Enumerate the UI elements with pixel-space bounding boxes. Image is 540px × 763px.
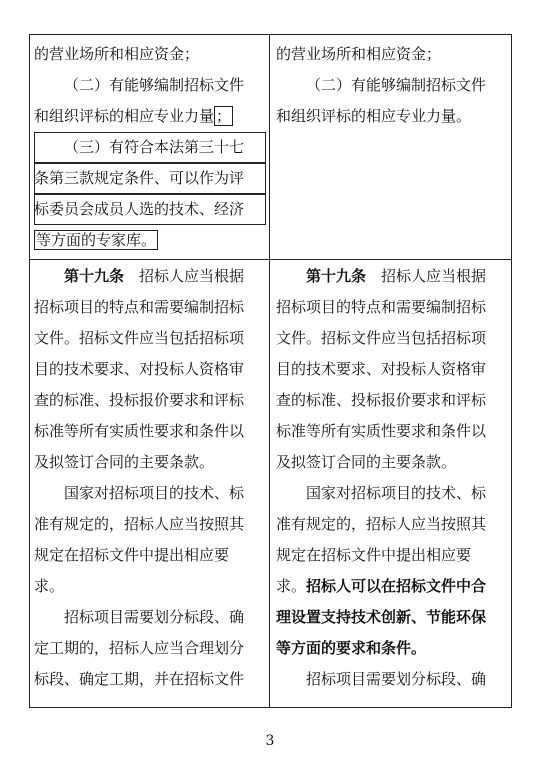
text-line: （二）有能够编制招标文件 — [64, 76, 245, 94]
article-line — [34, 261, 266, 292]
text-line: 定工期的，招标人应当合理划分 — [34, 639, 245, 657]
text-line: 求。 — [34, 577, 65, 595]
text-line: 招标项目需要划分标段、确 — [64, 608, 245, 626]
amended-text: 理设置支持技术创新、节能环保 — [276, 608, 487, 626]
text-line: 规定在招标文件中提出相应要 — [34, 546, 230, 564]
text-line: 目的技术要求、对投标人资格审 — [34, 360, 245, 378]
text-line: 国家对招标项目的技术、标 — [306, 484, 487, 502]
text-line: 及拟签订合同的主要条款。 — [34, 453, 215, 471]
row-divider — [30, 259, 511, 260]
text-line: 标准等所有实质性要求和条件以 — [34, 422, 245, 440]
page-number: 3 — [265, 733, 275, 749]
amended-text: 等方面的要求和条件。 — [276, 639, 427, 657]
text-line: （二）有能够编制招标文件 — [306, 76, 487, 94]
highlight-box: ； — [216, 107, 232, 125]
text-line: 准有规定的，招标人应当按照其 — [276, 515, 487, 533]
text-span: 求。 — [276, 577, 307, 595]
row2-right-cell — [276, 261, 508, 707]
row2-left-cell — [34, 261, 266, 707]
text-line: 文件。招标文件应当包括招标项 — [276, 329, 487, 347]
article-heading: 第十九条 — [306, 267, 367, 285]
text-line: 规定在招标文件中提出相应要 — [276, 546, 472, 564]
text-line: 招标项目的特点和需要编制招标 — [34, 298, 245, 316]
text-line: 招标项目的特点和需要编制招标 — [276, 298, 487, 316]
text-line: 国家对招标项目的技术、标 — [64, 484, 245, 502]
text-span: 招标人应当根据 — [124, 267, 245, 285]
text-line — [34, 101, 266, 132]
text-line: 的营业场所和相应资金； — [276, 45, 442, 63]
highlighted-line: （三）有符合本法第三十七 — [34, 132, 266, 163]
amended-line — [276, 571, 508, 602]
text-line: 的营业场所和相应资金； — [34, 45, 200, 63]
text-span: 招标人应当根据 — [366, 267, 487, 285]
text-line: 招标项目需要划分标段、确 — [306, 670, 487, 688]
column-divider — [269, 35, 270, 707]
text-line: 查的标准、投标报价要求和评标 — [34, 391, 245, 409]
article-heading: 第十九条 — [64, 267, 125, 285]
text-line: 和组织评标的相应专业力量。 — [276, 107, 472, 125]
text-line: 标准等所有实质性要求和条件以 — [276, 422, 487, 440]
highlight-box: 等方面的专家库。 — [36, 231, 157, 249]
text-line: 准有规定的，招标人应当按照其 — [34, 515, 245, 533]
text-line: 及拟签订合同的主要条款。 — [276, 453, 457, 471]
highlighted-line: 条第三款规定条件、可以作为评 — [34, 163, 266, 194]
text-span: 和组织评标的相应专业力量 — [34, 107, 215, 125]
text-line: 查的标准、投标报价要求和评标 — [276, 391, 487, 409]
text-line: 目的技术要求、对投标人资格审 — [276, 360, 487, 378]
text-line: 文件。招标文件应当包括招标项 — [34, 329, 245, 347]
comparison-table — [29, 34, 512, 708]
amended-text: 招标人可以在招标文件中合 — [306, 577, 487, 595]
article-line — [276, 261, 508, 292]
highlighted-line: 标委员会成员人选的技术、经济 — [34, 194, 266, 225]
text-line: 标段、确定工期，并在招标文件 — [34, 670, 245, 688]
row1-left-cell — [34, 39, 266, 257]
row1-right-cell — [276, 39, 508, 257]
highlighted-line — [34, 225, 266, 256]
